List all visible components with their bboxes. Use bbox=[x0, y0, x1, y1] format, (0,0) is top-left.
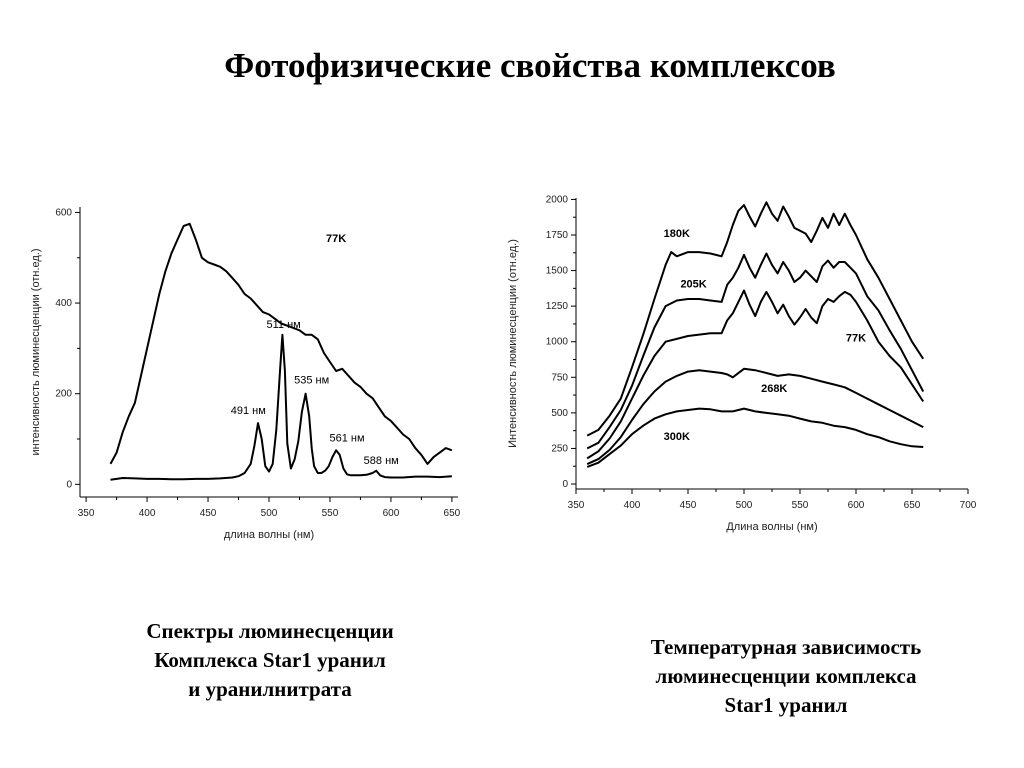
x-tick-label: 600 bbox=[382, 508, 400, 519]
x-axis-label: длина волны (нм) bbox=[223, 529, 315, 541]
y-axis-label: интенсивность люминесценции (отн.ед.) bbox=[30, 248, 42, 456]
y-tick-label: 200 bbox=[55, 388, 72, 400]
x-tick-label: 400 bbox=[138, 508, 156, 519]
annotation-label: 300K bbox=[663, 430, 690, 443]
annotation-label: 588 нм bbox=[363, 454, 399, 467]
x-tick-label: 550 bbox=[791, 500, 809, 511]
y-tick-label: 1250 bbox=[545, 301, 568, 313]
x-axis-label: Длина волны (нм) bbox=[726, 521, 818, 533]
y-tick-label: 0 bbox=[562, 479, 568, 491]
annotation-label: 205K bbox=[680, 278, 707, 291]
caption-right bbox=[586, 633, 986, 720]
x-tick-label: 450 bbox=[679, 500, 697, 511]
series-line-77k bbox=[587, 291, 923, 459]
annotation-label: 77K bbox=[845, 332, 867, 345]
annotation-label: 535 нм bbox=[294, 374, 330, 387]
annotation-label: 511 нм bbox=[266, 318, 301, 331]
annotation-label: 268K bbox=[761, 383, 788, 396]
x-tick-label: 600 bbox=[847, 500, 865, 511]
y-tick-label: 400 bbox=[55, 298, 72, 310]
x-tick-label: 500 bbox=[260, 508, 278, 519]
annotation-label: 561 нм bbox=[329, 432, 365, 445]
caption-left-line-2: Комплекса Star1 уранил bbox=[154, 648, 386, 672]
series-line-268k bbox=[587, 369, 923, 464]
y-tick-label: 1750 bbox=[545, 229, 568, 241]
y-tick-label: 0 bbox=[66, 479, 72, 491]
y-tick-label: 1000 bbox=[545, 336, 568, 348]
annotation-label: 491 нм bbox=[230, 405, 266, 418]
series-line-300k bbox=[587, 409, 923, 467]
caption-left bbox=[70, 617, 470, 704]
caption-right-line-3: Star1 уранил bbox=[724, 693, 848, 717]
caption-left-line-1: Спектры люминесценции bbox=[146, 619, 394, 643]
x-tick-label: 350 bbox=[77, 508, 95, 519]
x-tick-label: 650 bbox=[903, 500, 921, 511]
y-tick-label: 500 bbox=[551, 407, 568, 419]
x-tick-label: 550 bbox=[321, 508, 339, 519]
y-tick-label: 600 bbox=[55, 207, 72, 219]
y-tick-label: 750 bbox=[551, 372, 568, 384]
x-tick-label: 350 bbox=[567, 500, 585, 511]
caption-left-line-3: и уранилнитрата bbox=[188, 677, 352, 701]
x-tick-label: 450 bbox=[199, 508, 217, 519]
y-axis-label: Интенсивность люминесценции (отн.ед.) bbox=[507, 239, 519, 448]
x-tick-label: 500 bbox=[735, 500, 753, 511]
y-tick-label: 250 bbox=[551, 443, 568, 455]
y-tick-label: 2000 bbox=[545, 194, 568, 206]
caption-right-line-1: Температурная зависимость bbox=[650, 635, 922, 659]
y-tick-label: 1500 bbox=[545, 265, 568, 277]
caption-right-line-2: люминесценции комплекса bbox=[655, 664, 917, 688]
x-tick-label: 700 bbox=[959, 500, 977, 511]
x-tick-label: 400 bbox=[623, 500, 641, 511]
page-title: Фотофизические свойства комплексов bbox=[224, 46, 836, 85]
x-tick-label: 650 bbox=[443, 508, 461, 519]
annotation-label: 77K bbox=[325, 232, 347, 245]
annotation-label: 180K bbox=[663, 228, 690, 241]
